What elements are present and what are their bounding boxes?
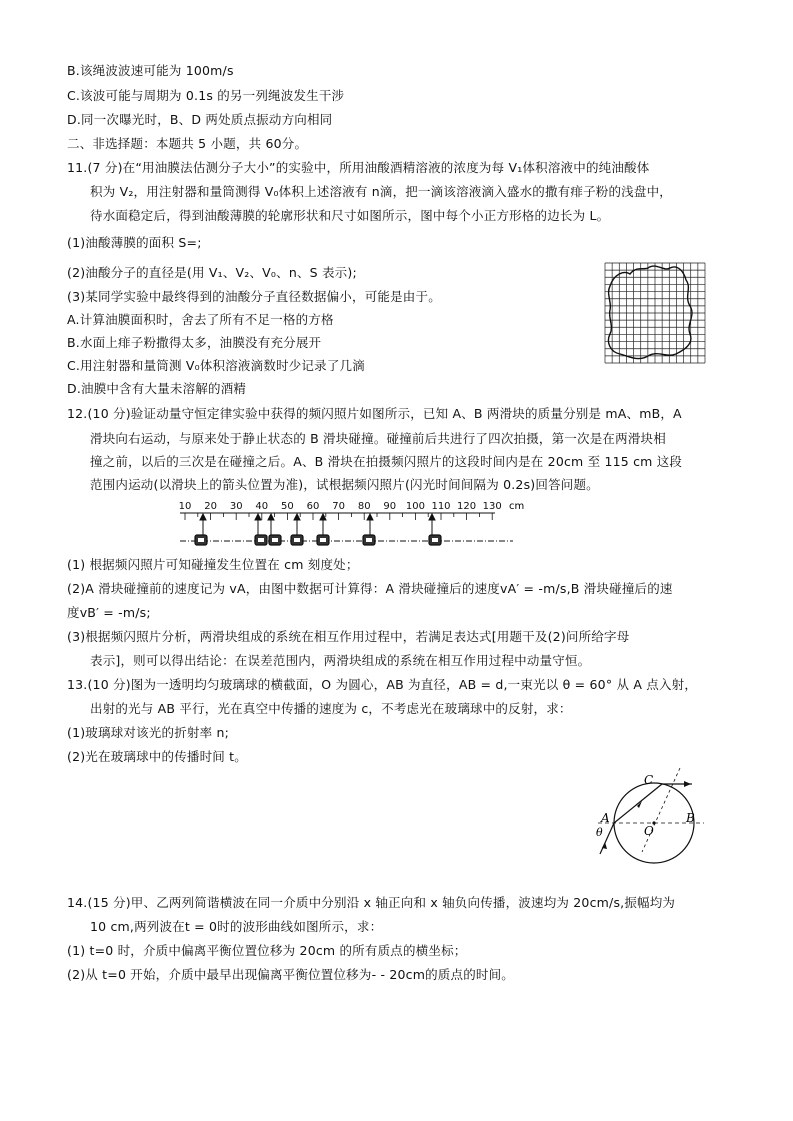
q12-part3-cont: 表示]，则可以得出结论：在误差范围内，两滑块组成的系统在相互作用过程中动量守恒。 <box>90 653 591 668</box>
q14-stem-2: 10 cm,两列波在t = 0时的波形曲线如图所示，求： <box>90 919 383 934</box>
q13-stem-1: 13.(10 分)图为一透明均匀玻璃球的横截面，O 为圆心，AB 为直径，AB = d,一束光以 θ = 60° 从 A 点入射， <box>67 677 698 692</box>
ruler-tick-label: 100 <box>405 501 425 512</box>
q12-part2-cont: 度vB′ = -m/s; <box>67 605 151 620</box>
q13-stem-2: 出射的光与 AB 平行，光在真空中传播的速度为 c，不考虑光在玻璃球中的反射，求： <box>90 701 572 716</box>
q11-part2: (2)油酸分子的直径是(用 V₁、V₂、V₀、n、S 表示); <box>67 265 357 280</box>
glass-sphere-figure <box>592 768 710 868</box>
label-theta: θ <box>596 826 603 839</box>
q12-stem-3: 撞之前，以后的三次是在碰撞之后。A、B 滑块在拍摄频闪照片的这段时间内是在 20cm 至 115 cm 这段 <box>90 454 683 469</box>
ruler-tick-label: 20 <box>204 501 217 512</box>
q11-option-d: D.油膜中含有大量未溶解的酒精 <box>67 381 247 396</box>
q12-part2: (2)A 滑块碰撞前的速度记为 vA，由图中数据可计算得：A 滑块碰撞后的速度vA′ = -m/s,B 滑块碰撞后的速 <box>67 581 673 596</box>
q14-part1: (1) t=0 时，介质中偏离平衡位置位移为 20cm 的所有质点的横坐标； <box>67 943 467 958</box>
q12-stem-2: 滑块向右运动，与原来处于静止状态的 B 滑块碰撞。碰撞前后共进行了四次拍摄，第一次是在两滑块相 <box>90 431 666 446</box>
option-d: D.同一次曝光时，B、D 两处质点振动方向相同 <box>67 112 333 127</box>
q14-stem-1: 14.(15 分)甲、乙两列简谐横波在同一介质中分别沿 x 轴正向和 x 轴负向传播，波速均为 20cm/s,振幅均为 <box>67 895 676 910</box>
q11-stem-3: 待水面稳定后，得到油酸薄膜的轮廓形状和尺寸如图所示，图中每个小正方形格的边长为 L。 <box>90 208 610 223</box>
flash-photo-figure <box>165 497 525 549</box>
ruler-tick-label: 30 <box>229 501 243 512</box>
oil-film-outline <box>608 266 692 359</box>
oil-film-grid-figure <box>600 258 710 370</box>
q11-stem-2: 积为 V₂，用注射器和量筒测得 V₀体积上述溶液有 n滴，把一滴该溶液滴入盛水的撒有痱子粉的浅盘中， <box>90 184 672 199</box>
q11-stem-1: 11.(7 分)在“用油膜法估测分子大小”的实验中，所用油酸酒精溶液的浓度为每 V₁体积溶液中的纯油酸体 <box>67 160 650 175</box>
ruler-tick-label: 70 <box>332 501 345 512</box>
option-c: C.该波可能与周期为 0.1s 的另一列绳波发生干涉 <box>67 88 345 103</box>
q12-stem-1: 12.(10 分)验证动量守恒定律实验中获得的频闪照片如图所示，已知 A、B 两滑块的质量分别是 mA、mB，A <box>67 406 682 421</box>
q13-part2: (2)光在玻璃球中的传播时间 t。 <box>67 749 247 764</box>
q11-option-b: B.水面上痱子粉撒得太多，油膜没有充分展开 <box>67 335 322 350</box>
q11-part1: (1)油酸薄膜的面积 S=; <box>67 235 202 250</box>
ruler-tick-label: 90 <box>383 501 397 512</box>
q13-part1: (1)玻璃球对该光的折射率 n; <box>67 725 230 740</box>
q14-part2: (2)从 t=0 开始，介质中最早出现偏离平衡位置位移为- - 20cm的质点的时间。 <box>67 967 515 982</box>
option-b: B.该绳波波速可能为 100m/s <box>67 63 234 78</box>
label-b: B <box>686 811 695 825</box>
q11-part3: (3)某同学实验中最终得到的油酸分子直径数据偏小，可能是由于。 <box>67 289 441 304</box>
ruler-tick-label: 120 <box>457 501 477 512</box>
label-o: O <box>644 824 654 838</box>
ruler-tick-label: 50 <box>281 501 294 512</box>
q12-part3: (3)根据频闪照片分析，两滑块组成的系统在相互作用过程中，若满足表达式[用题干及(2)问所给字母 <box>67 629 630 644</box>
q12-stem-4: 范围内运动(以滑块上的箭头位置为准)，试根据频闪照片(闪光时间间隔为 0.2s)回答问题。 <box>90 477 599 492</box>
ruler-tick-label: 130 <box>482 501 502 512</box>
ruler-tick-label: 110 <box>431 501 451 512</box>
label-a: A <box>601 811 610 825</box>
ruler-tick-label: 10 <box>178 501 192 512</box>
ruler-tick-label: 60 <box>306 501 320 512</box>
q11-option-c: C.用注射器和量筒测 V₀体积溶液滴数时少记录了几滴 <box>67 358 365 373</box>
label-c: C <box>644 773 654 787</box>
q11-option-a: A.计算油膜面积时，舍去了所有不足一格的方格 <box>67 312 334 327</box>
q12-part1: (1) 根据频闪照片可知碰撞发生位置在 cm 刻度处； <box>67 557 359 572</box>
ruler-tick-label: 40 <box>255 501 269 512</box>
section-heading: 二、非选择题：本题共 5 小题，共 60分。 <box>67 136 308 151</box>
ruler-tick-label: 80 <box>357 501 371 512</box>
ruler-unit: cm <box>509 501 525 512</box>
